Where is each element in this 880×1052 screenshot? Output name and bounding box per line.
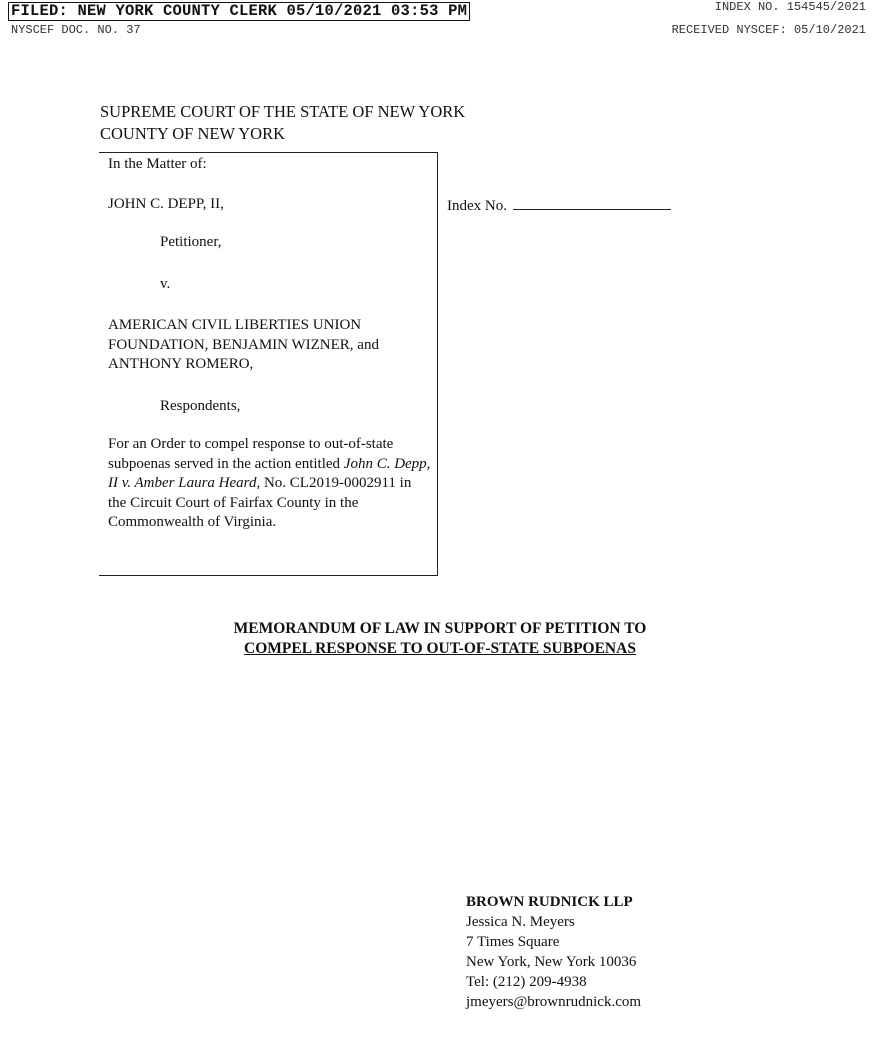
- document-title-line-2-text: COMPEL RESPONSE TO OUT-OF-STATE SUBPOENAS: [244, 640, 636, 657]
- nyscef-doc-number: NYSCEF DOC. NO. 37: [11, 23, 141, 37]
- counsel-telephone: Tel: (212) 209-4938: [466, 974, 587, 990]
- caption-in-the-matter: In the Matter of:: [108, 156, 207, 172]
- counsel-address-city: New York, New York 10036: [466, 954, 637, 970]
- caption-petitioner-role: Petitioner,: [160, 234, 222, 250]
- index-number-field: [447, 195, 671, 215]
- court-name: SUPREME COURT OF THE STATE OF NEW YORK: [100, 102, 466, 121]
- counsel-email: jmeyers@brownrudnick.com: [466, 994, 642, 1010]
- counsel-address-street: 7 Times Square: [466, 934, 560, 950]
- index-blank-line: [513, 195, 671, 210]
- order-text-part-2: , No. CL2019-0002911 in the Circuit Court of Fairfax County in the Commonwealth of Virginia.: [108, 475, 412, 530]
- received-date: RECEIVED NYSCEF: 05/10/2021: [671, 23, 866, 37]
- document-title-line-1: MEMORANDUM OF LAW IN SUPPORT OF PETITION TO: [233, 620, 647, 637]
- counsel-firm: BROWN RUDNICK LLP: [466, 894, 633, 910]
- caption-respondents-role: Respondents,: [160, 398, 241, 414]
- caption-petitioner-name: JOHN C. DEPP, II,: [108, 196, 224, 212]
- document-title-line-2: [0, 640, 880, 658]
- order-text-part-1: For an Order to compel response to out-of-state subpoenas served in the action entitled: [108, 436, 394, 472]
- order-case-name: John C. Depp, II v. Amber Laura Heard: [108, 455, 431, 491]
- caption-respondents-names: AMERICAN CIVIL LIBERTIES UNION FOUNDATION, BENJAMIN WIZNER, and ANTHONY ROMERO,: [108, 317, 379, 372]
- index-number-header: INDEX NO. 154545/2021: [714, 0, 866, 14]
- court-county: COUNTY OF NEW YORK: [100, 124, 286, 143]
- filed-stamp: FILED: NEW YORK COUNTY CLERK 05/10/2021 03:53 PM: [8, 2, 470, 21]
- caption-versus: v.: [160, 276, 171, 292]
- caption-order-description: [108, 435, 433, 533]
- index-label: Index No.: [447, 198, 507, 214]
- counsel-attorney: Jessica N. Meyers: [466, 914, 575, 930]
